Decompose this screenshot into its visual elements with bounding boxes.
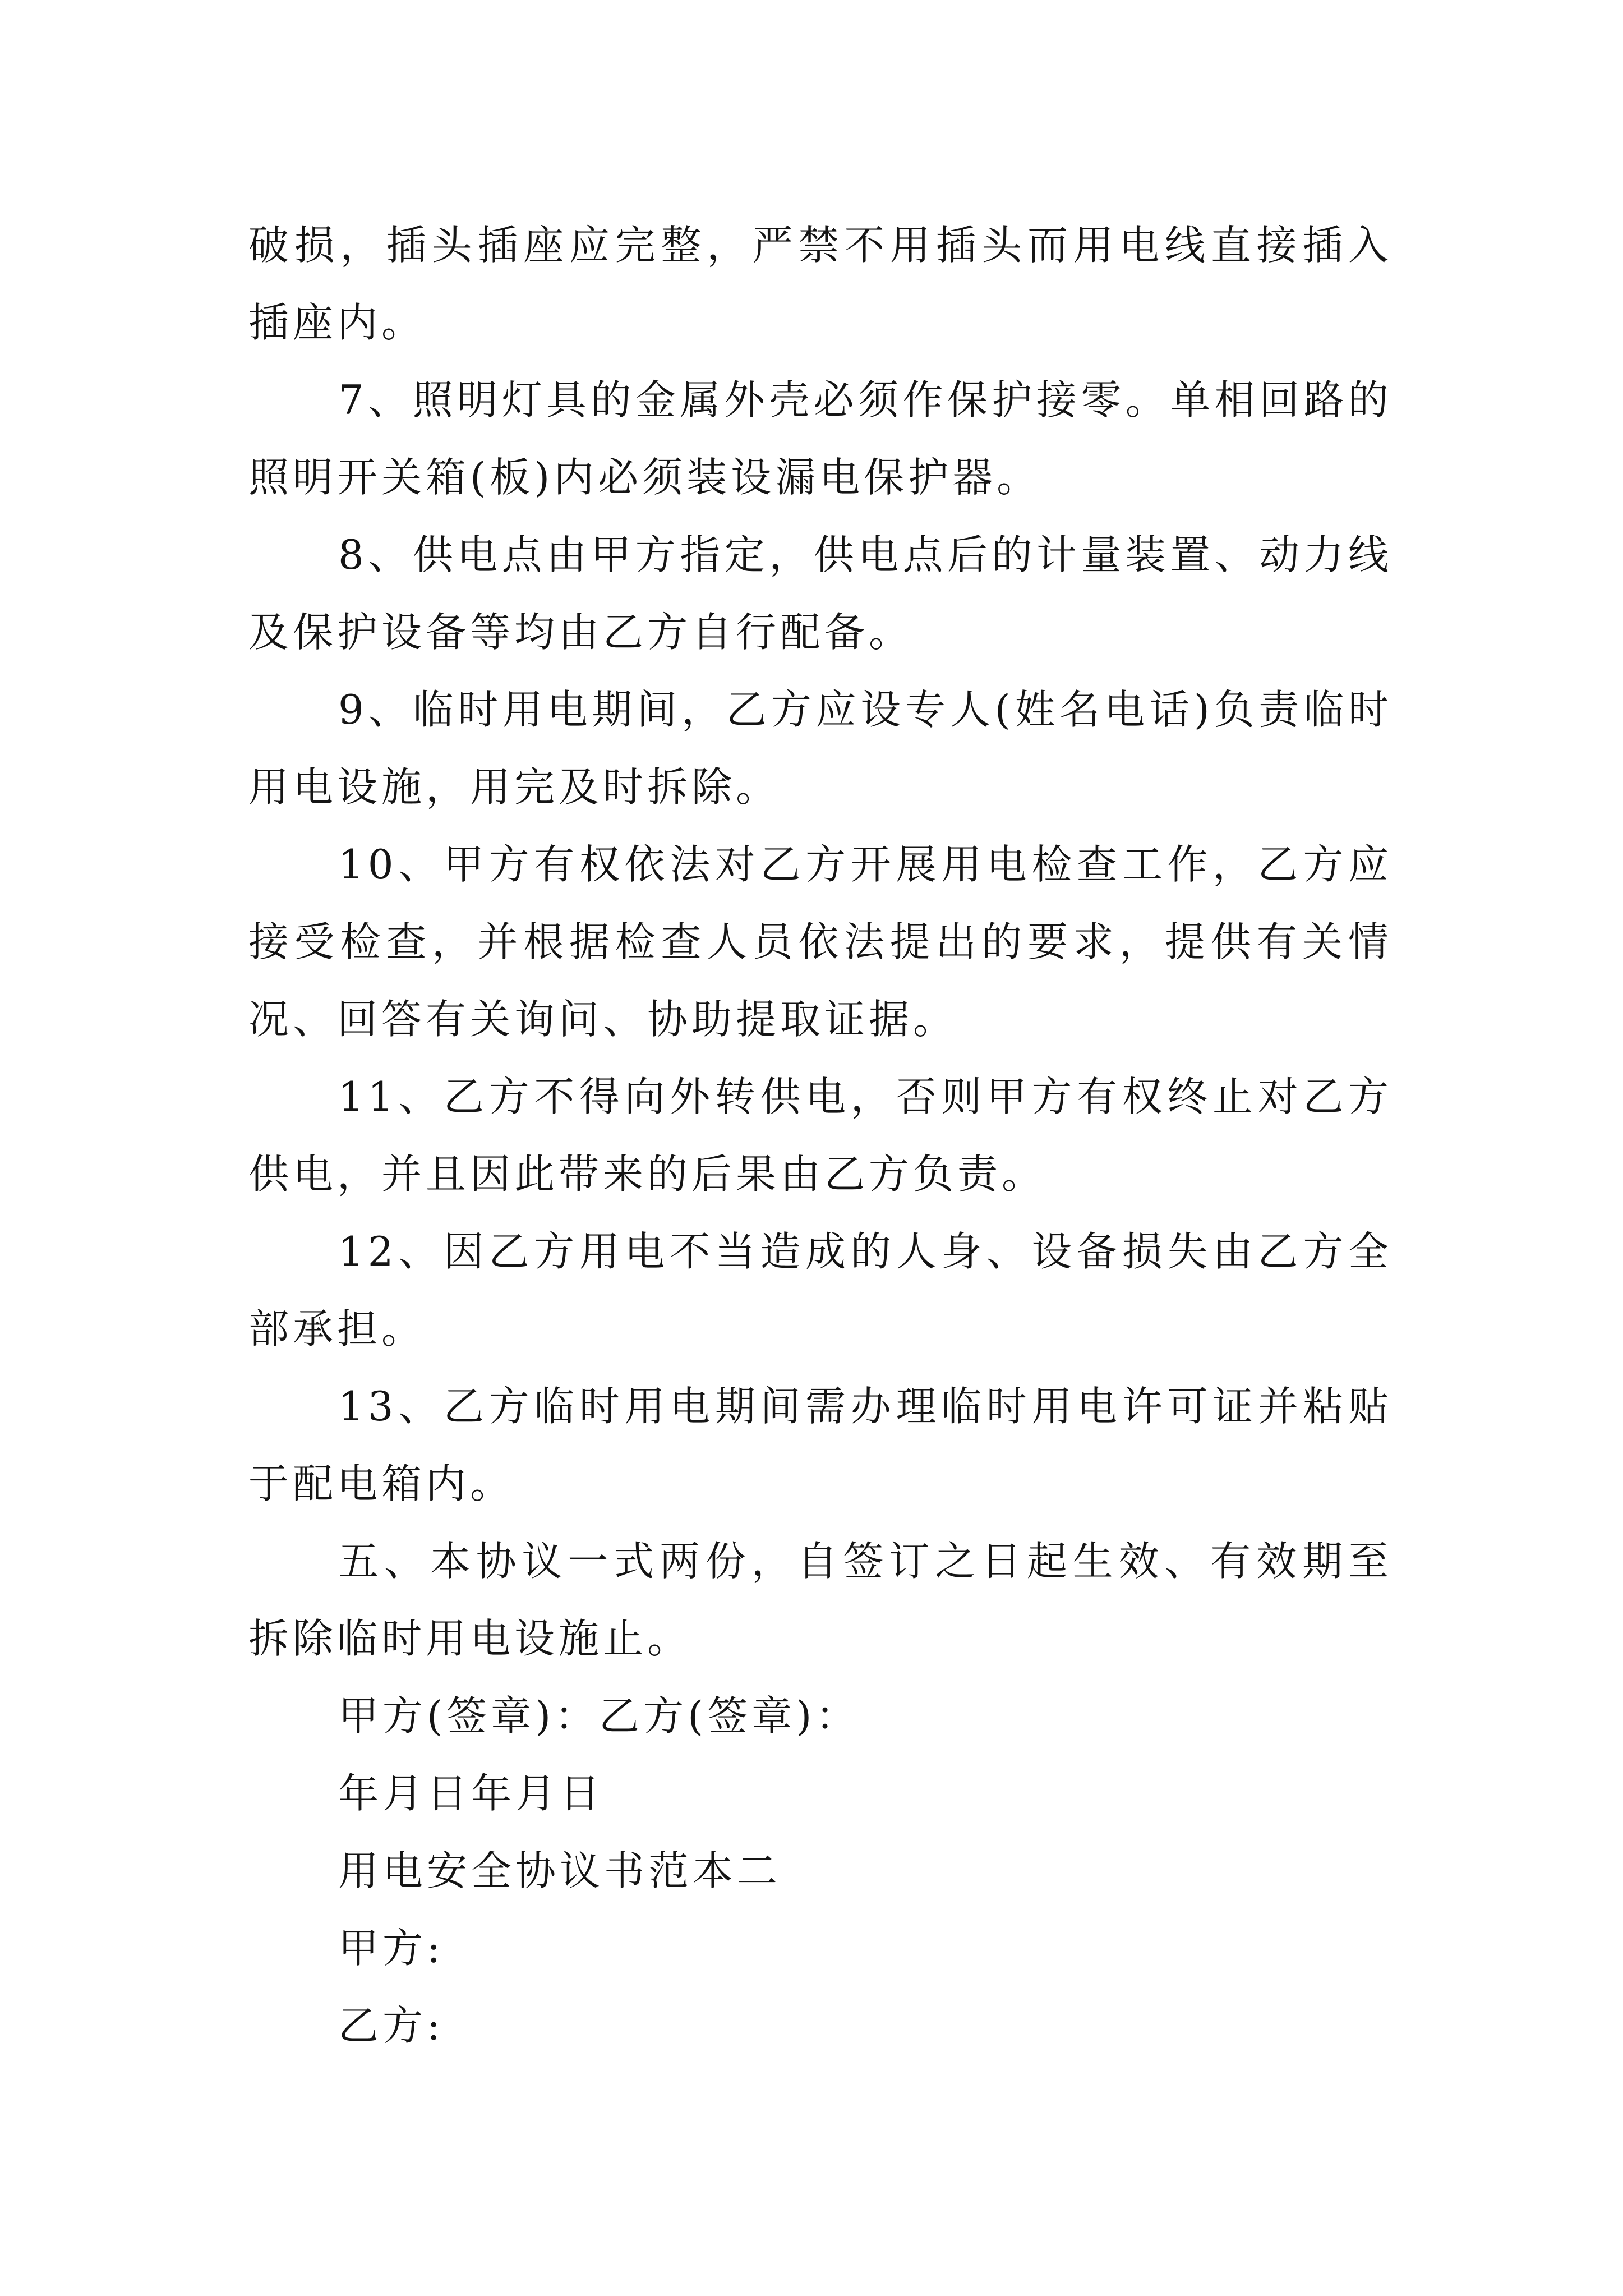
- signature-line: 甲方(签章)：乙方(签章)：: [338, 1692, 860, 1740]
- template-two-title: 用电安全协议书范本二: [338, 1847, 782, 1894]
- clause-13: 13、乙方临时用电期间需办理临时用电许可证并粘贴于配电箱内。: [248, 1383, 1393, 1507]
- clause-11: 11、乙方不得向外转供电，否则甲方有权终止对乙方供电，并且因此带来的后果由乙方负责。: [248, 1073, 1393, 1198]
- clause-8: 8、供电点由甲方指定，供电点后的计量装置、动力线及保护设备等均由乙方自行配备。: [248, 531, 1393, 656]
- paragraph-continuation: 破损，插头插座应完整，严禁不用插头而用电线直接插入插座内。: [248, 222, 1393, 346]
- clause-12: 12、因乙方用电不当造成的人身、设备损失由乙方全部承担。: [248, 1228, 1393, 1352]
- document-body: [248, 206, 1393, 2064]
- clause-9: 9、临时用电期间，乙方应设专人(姓名电话)负责临时用电设施，用完及时拆除。: [248, 686, 1393, 811]
- clause-10: 10、甲方有权依法对乙方开展用电检查工作，乙方应接受检查，并根据检查人员依法提出的要求，提供有关情况、回答有关询问、协助提取证据。: [248, 841, 1393, 1043]
- party-a-label: 甲方:: [338, 1925, 445, 1972]
- section-five: 五、本协议一式两份，自签订之日起生效、有效期至拆除临时用电设施止。: [248, 1538, 1393, 1662]
- clause-7: 7、照明灯具的金属外壳必须作保护接零。单相回路的照明开关箱(板)内必须装设漏电保护器。: [248, 376, 1393, 501]
- party-b-label: 乙方:: [338, 2002, 445, 2049]
- date-line: 年月日年月日: [338, 1770, 605, 1817]
